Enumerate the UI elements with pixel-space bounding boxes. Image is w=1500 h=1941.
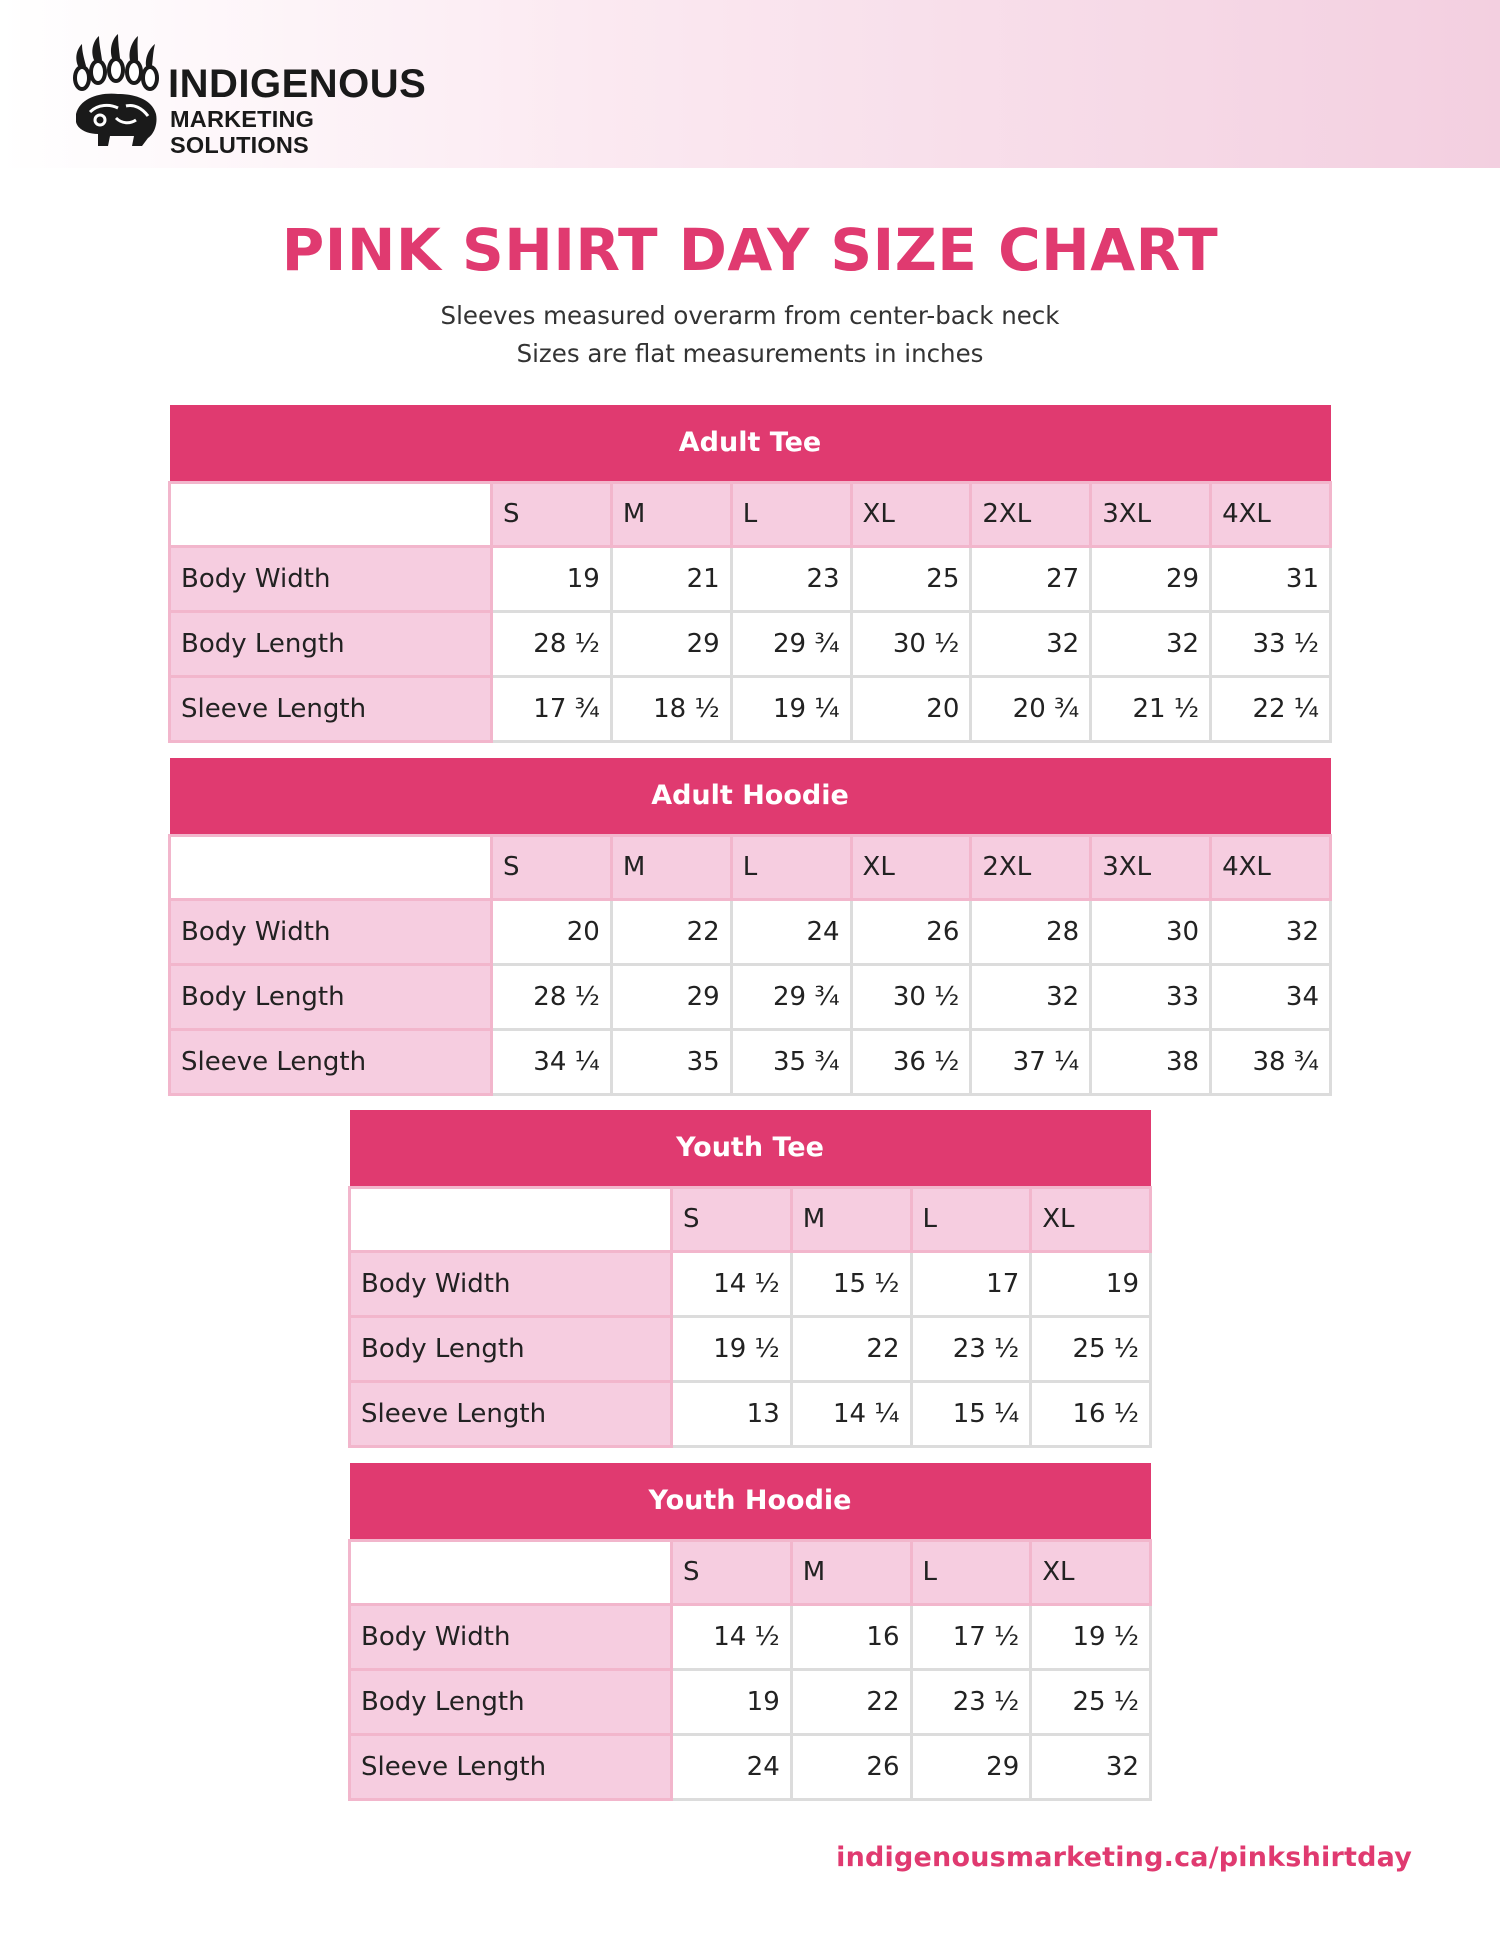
row-label: Body Width xyxy=(350,1251,672,1316)
table-title: Adult Hoodie xyxy=(170,758,1331,835)
table-row xyxy=(350,1734,1151,1799)
subtitle-line-1: Sleeves measured overarm from center-back neck xyxy=(440,301,1060,330)
measurement-cell: 19 xyxy=(492,546,612,611)
measurement-cell: 16 ½ xyxy=(1031,1381,1151,1446)
row-label: Body Length xyxy=(170,611,492,676)
table-row xyxy=(350,1669,1151,1734)
size-header-row xyxy=(350,1540,1151,1604)
size-header: XL xyxy=(1031,1540,1151,1604)
table-row xyxy=(170,546,1331,611)
measurement-cell: 21 ½ xyxy=(1091,676,1211,741)
measurement-cell: 32 xyxy=(1091,611,1211,676)
size-header: 3XL xyxy=(1091,482,1211,546)
measurement-cell: 33 ½ xyxy=(1211,611,1331,676)
size-table-youth-hoodie xyxy=(348,1463,1152,1801)
size-header: M xyxy=(791,1187,911,1251)
subtitle-line-2: Sizes are flat measurements in inches xyxy=(516,339,984,368)
size-header: XL xyxy=(851,835,971,899)
measurement-cell: 38 ¾ xyxy=(1211,1029,1331,1094)
measurement-cell: 32 xyxy=(971,611,1091,676)
measurement-cell: 23 ½ xyxy=(911,1669,1031,1734)
bear-paw-icon xyxy=(70,34,162,146)
size-header-row xyxy=(170,482,1331,546)
measurement-cell: 34 xyxy=(1211,964,1331,1029)
size-header: S xyxy=(492,482,612,546)
size-table-adult-tee xyxy=(168,405,1332,743)
measurement-cell: 29 ¾ xyxy=(731,964,851,1029)
header-blank-cell xyxy=(170,835,492,899)
measurement-cell: 33 xyxy=(1091,964,1211,1029)
table-row xyxy=(350,1381,1151,1446)
measurement-cell: 32 xyxy=(1211,899,1331,964)
measurement-cell: 28 ½ xyxy=(492,611,612,676)
size-header: 4XL xyxy=(1211,835,1331,899)
size-header: 3XL xyxy=(1091,835,1211,899)
size-table-adult-hoodie xyxy=(168,758,1332,1096)
measurement-cell: 26 xyxy=(791,1734,911,1799)
size-header: S xyxy=(492,835,612,899)
measurement-cell: 24 xyxy=(672,1734,792,1799)
table-title: Youth Hoodie xyxy=(350,1463,1151,1540)
row-label: Sleeve Length xyxy=(350,1734,672,1799)
measurement-cell: 19 ½ xyxy=(1031,1604,1151,1669)
measurement-cell: 21 xyxy=(611,546,731,611)
measurement-cell: 29 xyxy=(611,611,731,676)
row-label: Body Width xyxy=(170,546,492,611)
measurement-cell: 28 xyxy=(971,899,1091,964)
header-blank-cell xyxy=(170,482,492,546)
table-row xyxy=(170,899,1331,964)
size-header: L xyxy=(911,1187,1031,1251)
row-label: Body Length xyxy=(170,964,492,1029)
measurement-cell: 22 xyxy=(611,899,731,964)
row-label: Sleeve Length xyxy=(170,1029,492,1094)
measurement-cell: 30 ½ xyxy=(851,611,971,676)
table-row xyxy=(170,964,1331,1029)
measurement-cell: 14 ½ xyxy=(672,1251,792,1316)
measurement-cell: 17 xyxy=(911,1251,1031,1316)
measurement-cell: 32 xyxy=(971,964,1091,1029)
row-label: Body Length xyxy=(350,1669,672,1734)
table-title: Youth Tee xyxy=(350,1110,1151,1187)
measurement-cell: 20 ¾ xyxy=(971,676,1091,741)
row-label: Sleeve Length xyxy=(170,676,492,741)
measurement-cell: 27 xyxy=(971,546,1091,611)
measurement-cell: 15 ¼ xyxy=(911,1381,1031,1446)
measurement-cell: 31 xyxy=(1211,546,1331,611)
measurement-cell: 35 xyxy=(611,1029,731,1094)
measurement-cell: 16 xyxy=(791,1604,911,1669)
footer-link[interactable]: indigenousmarketing.ca/pinkshirtday xyxy=(836,1842,1412,1873)
row-label: Body Width xyxy=(170,899,492,964)
page-title: PINK SHIRT DAY SIZE CHART xyxy=(281,216,1219,284)
size-header: 2XL xyxy=(971,482,1091,546)
measurement-cell: 37 ¼ xyxy=(971,1029,1091,1094)
measurement-cell: 29 xyxy=(1091,546,1211,611)
measurement-cell: 34 ¼ xyxy=(492,1029,612,1094)
measurement-cell: 29 ¾ xyxy=(731,611,851,676)
measurement-cell: 18 ½ xyxy=(611,676,731,741)
measurement-cell: 19 xyxy=(672,1669,792,1734)
row-label: Body Length xyxy=(350,1316,672,1381)
size-header: S xyxy=(672,1540,792,1604)
size-header: M xyxy=(611,482,731,546)
measurement-cell: 38 xyxy=(1091,1029,1211,1094)
measurement-cell: 19 ¼ xyxy=(731,676,851,741)
measurement-cell: 13 xyxy=(672,1381,792,1446)
measurement-cell: 22 xyxy=(791,1669,911,1734)
measurement-cell: 15 ½ xyxy=(791,1251,911,1316)
table-row xyxy=(170,676,1331,741)
measurement-cell: 25 ½ xyxy=(1031,1669,1151,1734)
measurement-cell: 20 xyxy=(492,899,612,964)
measurement-cell: 36 ½ xyxy=(851,1029,971,1094)
measurement-cell: 30 xyxy=(1091,899,1211,964)
size-header: 4XL xyxy=(1211,482,1331,546)
table-row xyxy=(350,1604,1151,1669)
measurement-cell: 17 ¾ xyxy=(492,676,612,741)
size-table-youth-tee xyxy=(348,1110,1152,1448)
table-row xyxy=(350,1316,1151,1381)
size-header: XL xyxy=(851,482,971,546)
size-header: L xyxy=(731,482,851,546)
measurement-cell: 25 ½ xyxy=(1031,1316,1151,1381)
measurement-cell: 22 ¼ xyxy=(1211,676,1331,741)
measurement-cell: 28 ½ xyxy=(492,964,612,1029)
measurement-cell: 23 xyxy=(731,546,851,611)
brand-name: INDIGENOUS xyxy=(168,62,427,106)
size-header: M xyxy=(611,835,731,899)
size-header: L xyxy=(731,835,851,899)
brand-logo xyxy=(70,34,450,158)
measurement-cell: 32 xyxy=(1031,1734,1151,1799)
size-header: S xyxy=(672,1187,792,1251)
table-title: Adult Tee xyxy=(170,405,1331,482)
header-blank-cell xyxy=(350,1540,672,1604)
size-header-row xyxy=(170,835,1331,899)
measurement-cell: 17 ½ xyxy=(911,1604,1031,1669)
size-header: L xyxy=(911,1540,1031,1604)
measurement-cell: 23 ½ xyxy=(911,1316,1031,1381)
table-row xyxy=(170,1029,1331,1094)
measurement-cell: 14 ¼ xyxy=(791,1381,911,1446)
measurement-cell: 20 xyxy=(851,676,971,741)
size-header: M xyxy=(791,1540,911,1604)
measurement-cell: 29 xyxy=(911,1734,1031,1799)
size-header-row xyxy=(350,1187,1151,1251)
measurement-cell: 30 ½ xyxy=(851,964,971,1029)
table-row xyxy=(350,1251,1151,1316)
brand-tagline: MARKETING SOLUTIONS xyxy=(170,106,315,158)
measurement-cell: 19 xyxy=(1031,1251,1151,1316)
size-header: 2XL xyxy=(971,835,1091,899)
table-row xyxy=(170,611,1331,676)
size-header: XL xyxy=(1031,1187,1151,1251)
measurement-cell: 22 xyxy=(791,1316,911,1381)
header-blank-cell xyxy=(350,1187,672,1251)
measurement-cell: 26 xyxy=(851,899,971,964)
measurement-cell: 14 ½ xyxy=(672,1604,792,1669)
measurement-cell: 29 xyxy=(611,964,731,1029)
row-label: Body Width xyxy=(350,1604,672,1669)
row-label: Sleeve Length xyxy=(350,1381,672,1446)
measurement-cell: 35 ¾ xyxy=(731,1029,851,1094)
measurement-cell: 24 xyxy=(731,899,851,964)
measurement-cell: 25 xyxy=(851,546,971,611)
measurement-cell: 19 ½ xyxy=(672,1316,792,1381)
